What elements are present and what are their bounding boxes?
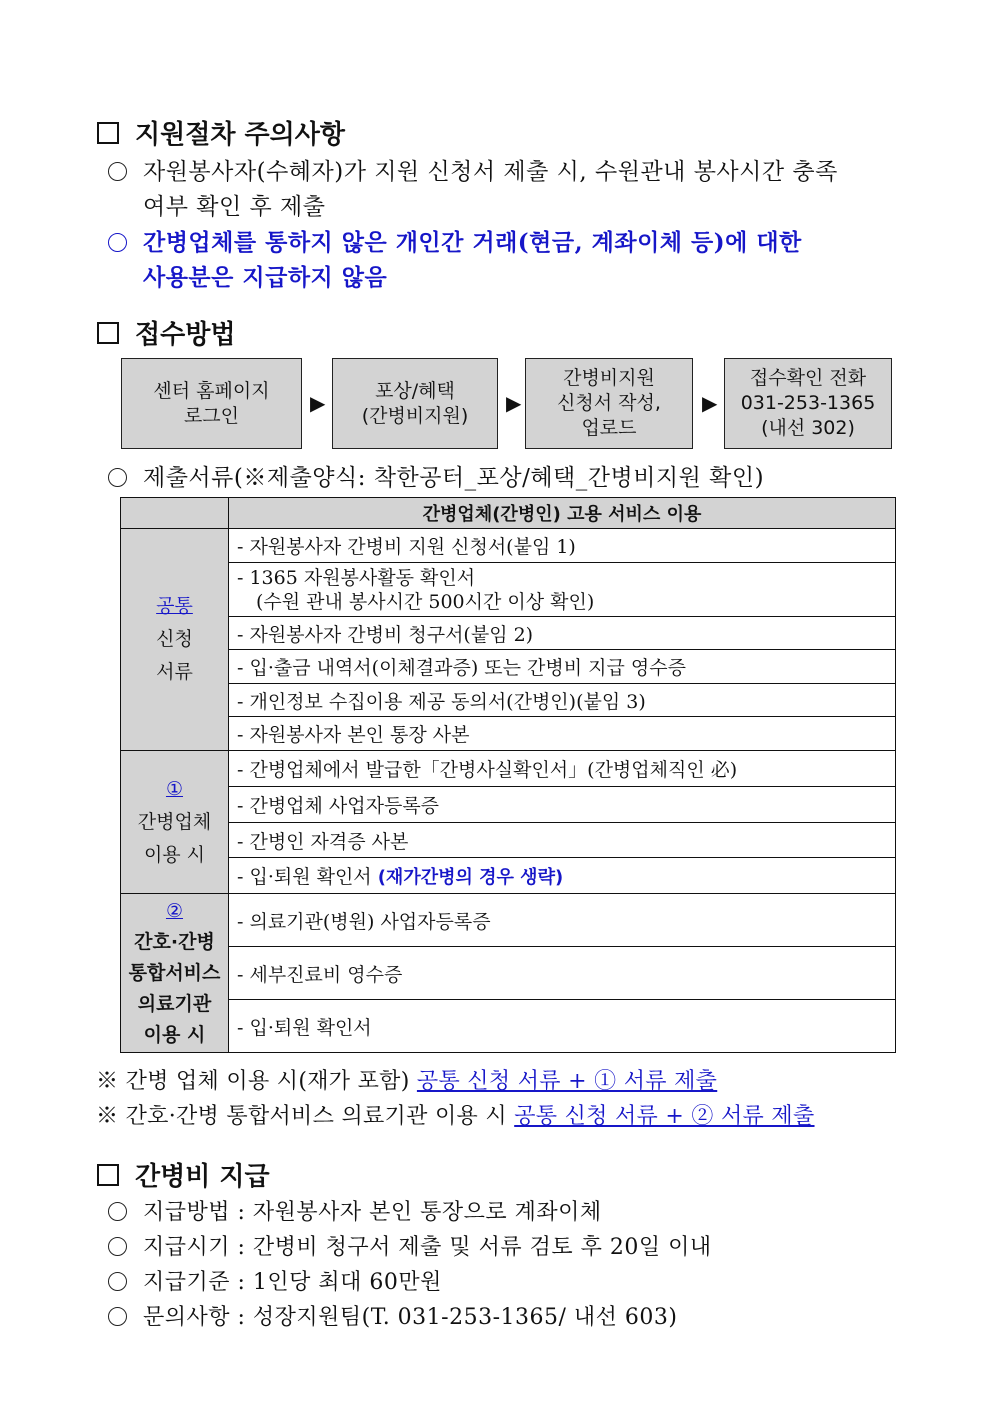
flow-step-2-line2: (간병비지원) (361, 404, 469, 427)
table-row (121, 1000, 896, 1053)
section-title-application-method (97, 314, 235, 351)
doc-item: - 자원봉사자 간병비 지원 신청서(붙임 1) (229, 529, 896, 563)
doc-item: - 간병업체에서 발급한「간병사실확인서」(간병업체직인 必) (229, 751, 896, 787)
note-hospital-prefix: ※ 간호·간병 통합서비스 의료기관 이용 시 (96, 1104, 515, 1129)
flow-step-4-line2: 031-253-1365 (740, 392, 876, 414)
doc-item-note-emphasis: (재가간병의 경우 생략) (377, 867, 564, 888)
table-row (121, 823, 896, 858)
doc-item-line2: (수원 관내 봉사시간 500시간 이상 확인) (256, 590, 595, 613)
docs-intro (108, 459, 764, 492)
doc-item: - 세부진료비 영수증 (229, 947, 896, 1000)
payment-inquiry-text: 문의사항 : 성장지원팀(T. 031-253-1365/ 내선 603) (143, 1305, 678, 1330)
doc-item: - 개인정보 수집이용 제공 동의서(간병인)(붙임 3) (229, 684, 896, 717)
payment-method (108, 1195, 602, 1226)
doc-item: - 입·퇴원 확인서 (229, 1000, 896, 1053)
flow-step-3-line1: 간병비지원 (563, 367, 655, 389)
circle-bullet-icon (108, 1202, 127, 1221)
category-hospital-label2: 간호·간병 (134, 930, 215, 953)
note-agency-prefix: ※ 간병 업체 이용 시(재가 포함) (96, 1069, 417, 1094)
note-hospital-link[interactable]: 공통 신청 서류 + ② 서류 제출 (514, 1104, 815, 1129)
doc-item: - 입·출금 내역서(이체결과증) 또는 간병비 지급 영수증 (229, 650, 896, 684)
table-header-service: 간병업체(간병인) 고용 서비스 이용 (229, 498, 896, 529)
table-row (121, 894, 896, 947)
table-row (121, 650, 896, 684)
section-title-payment (97, 1156, 270, 1193)
checkbox-square-icon (97, 1164, 119, 1186)
section1-title-text: 지원절차 주의사항 (135, 120, 345, 150)
doc-item: - 의료기관(병원) 사업자등록증 (229, 894, 896, 947)
table-row (121, 751, 896, 787)
category-hospital-label4: 의료기관 (137, 992, 212, 1015)
section3-title-text: 간병비 지급 (135, 1162, 270, 1192)
note-agency (96, 1064, 717, 1095)
flow-step-form-upload (525, 358, 693, 449)
flow-step-3-line3: 업로드 (581, 417, 637, 439)
category-agency-label2: 간병업체 (137, 810, 212, 833)
table-row (121, 563, 896, 617)
notice-item-2-line2: 사용분은 지급하지 않음 (143, 264, 388, 291)
payment-inquiry (108, 1300, 678, 1331)
payment-criteria-text: 지급기준 : 1인당 최대 60만원 (143, 1270, 442, 1295)
doc-item: - 자원봉사자 간병비 청구서(붙임 2) (229, 617, 896, 650)
flow-step-1-line2: 로그인 (183, 404, 240, 427)
flow-step-login (121, 358, 302, 449)
circle-bullet-icon (108, 1307, 127, 1326)
category-agency (121, 751, 229, 894)
payment-timing (108, 1230, 712, 1261)
table-row (121, 787, 896, 823)
flow-arrow-icon: ▶ (702, 391, 718, 415)
doc-item: - 간병업체 사업자등록증 (229, 787, 896, 823)
flow-step-reward (332, 358, 498, 449)
table-row (121, 717, 896, 751)
flow-arrow-icon: ▶ (310, 391, 326, 415)
flow-arrow-icon: ▶ (506, 391, 522, 415)
notice-item-1 (108, 153, 838, 186)
checkbox-square-icon (97, 122, 119, 144)
table-row (121, 617, 896, 650)
table-row (121, 529, 896, 563)
category-hospital-label3: 통합서비스 (128, 961, 221, 984)
table-header-empty (121, 498, 229, 529)
notice-item-2 (108, 224, 802, 257)
category-hospital-label5: 이용 시 (143, 1023, 206, 1046)
flow-step-2-line1: 포상/혜택 (375, 379, 455, 402)
notice-item-1-line1: 자원봉사자(수혜자)가 지원 신청서 제출 시, 수원관내 봉사시간 충족 (143, 159, 838, 185)
category-hospital (121, 894, 229, 1053)
doc-item: - 간병인 자격증 사본 (229, 823, 896, 858)
circle-bullet-icon (108, 1237, 127, 1256)
payment-timing-text: 지급시기 : 간병비 청구서 제출 및 서류 검토 후 20일 이내 (143, 1235, 712, 1260)
category-agency-label3: 이용 시 (143, 843, 206, 866)
doc-item-line1: - 1365 자원봉사활동 확인서 (237, 566, 476, 589)
category-agency-number-link: ① (165, 777, 184, 800)
doc-item (229, 858, 896, 894)
category-hospital-number-link: ② (165, 899, 184, 922)
flow-step-phone-confirm (724, 358, 892, 449)
doc-item (229, 563, 896, 617)
note-agency-link[interactable]: 공통 신청 서류 + ① 서류 제출 (416, 1069, 718, 1094)
section2-title-text: 접수방법 (135, 320, 236, 350)
checkbox-square-icon (97, 322, 119, 344)
section-title-procedure-notes (97, 114, 345, 151)
category-common-label2: 신청 (156, 628, 193, 650)
note-hospital (96, 1099, 815, 1130)
doc-item: - 자원봉사자 본인 통장 사본 (229, 717, 896, 751)
payment-method-text: 지급방법 : 자원봉사자 본인 통장으로 계좌이체 (143, 1200, 602, 1225)
category-common-label3: 서류 (156, 661, 193, 683)
category-common-label-link: 공통 (156, 595, 193, 617)
docs-intro-text: 제출서류(※제출양식: 착한공터_포상/혜택_간병비지원 확인) (143, 465, 765, 491)
circle-bullet-icon (108, 468, 127, 487)
notice-item-2-line1: 간병업체를 통하지 않은 개인간 거래(현금, 계좌이체 등)에 대한 (143, 229, 802, 256)
circle-bullet-icon (108, 162, 127, 181)
category-common (121, 529, 229, 751)
flow-step-1-line1: 센터 홈페이지 (153, 379, 270, 402)
table-row (121, 684, 896, 717)
payment-criteria (108, 1265, 442, 1296)
table-row (121, 858, 896, 894)
circle-bullet-icon (108, 1272, 127, 1291)
circle-bullet-icon (108, 233, 127, 252)
required-documents-table (120, 497, 896, 1053)
flow-step-3-line2: 신청서 작성, (557, 392, 661, 414)
notice-item-1-line2: 여부 확인 후 제출 (143, 194, 326, 220)
doc-item-text: - 입·퇴원 확인서 (237, 866, 378, 888)
table-header-row (121, 498, 896, 529)
flow-step-4-line1: 접수확인 전화 (749, 367, 867, 389)
table-row (121, 947, 896, 1000)
flow-step-4-line3: (내선 302) (761, 417, 855, 439)
